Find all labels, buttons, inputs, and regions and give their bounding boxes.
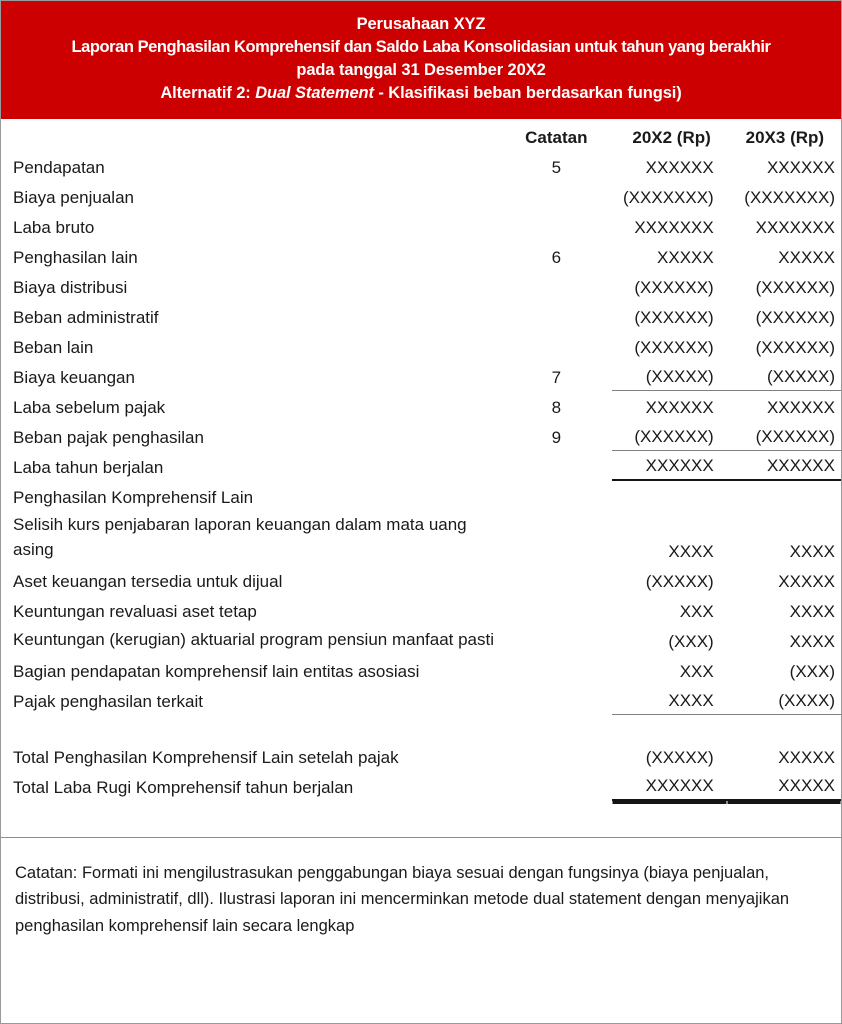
alternative-prefix: Alternatif 2: — [160, 84, 251, 103]
row-value-year2: XXXXXX — [727, 451, 841, 481]
row-value-year1: XXXXX — [657, 247, 714, 267]
total-label: Laba Rugi Komprehensif tahun berjalan — [53, 777, 354, 797]
row-value-year2: (XXXXXX) — [755, 337, 835, 357]
table-row — [1, 301, 841, 331]
table-row — [1, 595, 841, 625]
row-label: Biaya distribusi — [13, 277, 128, 297]
table-header-row — [1, 119, 841, 151]
header-cell-note: Catatan — [525, 127, 588, 147]
row-value-year2: XXXXX — [778, 247, 835, 267]
row-value-year2: XXXXX — [778, 747, 835, 767]
alternative-suffix: - Klasifikasi beban berdasarkan fungsi) — [378, 84, 682, 103]
row-note — [500, 331, 612, 361]
table-row — [1, 655, 841, 685]
header-cell-label — [1, 119, 500, 151]
row-note — [500, 181, 612, 211]
spacer-cell — [1, 715, 841, 741]
row-note — [500, 211, 612, 241]
row-label: Pendapatan — [13, 157, 105, 177]
statement-alternative-line — [23, 82, 819, 105]
row-label: Selisih kurs penjabaran laporan keuangan dalam mata uang asing — [13, 515, 467, 559]
row-note — [500, 771, 612, 801]
row-label: Pajak penghasilan terkait — [13, 691, 203, 711]
row-value-year1: (XXXXXX) — [634, 337, 714, 357]
row-value-year1: XXXXXX — [645, 397, 714, 417]
row-value-year1: (XXXXXX) — [634, 277, 714, 297]
header-cell-year1: 20X2 (Rp) — [632, 127, 711, 147]
row-value-year2: (XXXXXX) — [755, 307, 835, 327]
row-label: Beban pajak penghasilan — [13, 427, 204, 447]
row-note — [500, 271, 612, 301]
total-prefix-and-label — [1, 775, 500, 801]
row-value-year1: XXX — [679, 661, 714, 681]
row-note — [500, 685, 612, 715]
row-label: Beban lain — [13, 337, 94, 357]
row-value-year2: XXXXX — [727, 771, 841, 801]
row-value-year2: (XXXXX) — [727, 361, 841, 391]
row-label: Laba bruto — [13, 217, 95, 237]
table-row — [1, 421, 841, 451]
table-row — [1, 391, 841, 421]
row-value-year1: (XXXXX) — [645, 747, 714, 767]
statement-period-line: pada tanggal 31 Desember 20X2 — [296, 61, 546, 80]
row-label: Laba sebelum pajak — [13, 397, 166, 417]
row-label: Biaya keuangan — [13, 367, 135, 387]
row-note: 6 — [551, 247, 562, 267]
table-row — [1, 331, 841, 361]
row-label: Penghasilan lain — [13, 247, 138, 267]
row-label: Keuntungan (kerugian) aktuarial program pensiun manfaat pasti — [13, 629, 495, 649]
row-note: 9 — [551, 427, 562, 447]
row-note — [500, 451, 612, 481]
header-cell-year2: 20X3 (Rp) — [745, 127, 825, 147]
row-value-year1: (XXXXXXX) — [623, 187, 714, 207]
row-label: Keuntungan revaluasi aset tetap — [13, 601, 257, 621]
row-value-year1: (XXXXXX) — [634, 307, 714, 327]
row-value-year2: XXXXXXX — [755, 217, 835, 237]
table-row — [1, 181, 841, 211]
row-value-year1: XXXXXX — [612, 771, 726, 801]
row-note: 5 — [551, 157, 562, 177]
row-value-year1: XXXXXX — [645, 157, 714, 177]
row-note: 8 — [551, 397, 562, 417]
row-value-year2: (XXXXXXX) — [744, 187, 835, 207]
row-value-year1: (XXXXX) — [645, 571, 714, 591]
total-prefix: Total — [13, 747, 49, 767]
row-label: Laba tahun berjalan — [13, 457, 164, 477]
alternative-italic-term: Dual Statement — [255, 84, 374, 103]
row-value-year1: XXXXXX — [612, 451, 726, 481]
row-note — [500, 655, 612, 685]
table-row — [1, 271, 841, 301]
table-row — [1, 361, 841, 391]
table-row — [1, 211, 841, 241]
table-row-total-comprehensive-income — [1, 771, 841, 801]
statement-title-line: Laporan Penghasilan Komprehensif dan Saldo Laba Konsolidasian untuk tahun yang berakhir — [71, 38, 771, 57]
row-label: Beban administratif — [13, 307, 159, 327]
row-value-year2: (XXXXXX) — [755, 277, 835, 297]
row-value-year2: XXXX — [789, 601, 835, 621]
row-label — [1, 741, 500, 771]
oci-section-heading-row — [1, 481, 841, 511]
row-note — [500, 565, 612, 595]
income-statement-table — [1, 119, 841, 800]
footnote-top-gap — [1, 801, 841, 837]
footnote-text: Catatan: Formati ini mengilustrasukan penggabungan biaya sesuai dengan fungsinya (biaya penjualan, distribusi, administratif, dll). Ilustrasi laporan ini mencerminkan metode dual statement dengan menyajikan penghasilan komprehensif lain secara lengkap — [15, 863, 790, 936]
row-note — [500, 511, 612, 565]
company-name: Perusahaan XYZ — [356, 15, 486, 33]
row-value-year2: XXXXXX — [766, 157, 835, 177]
row-note — [500, 741, 612, 771]
row-note — [500, 625, 612, 655]
row-value-year2: (XXX) — [789, 661, 835, 681]
row-value-year2: (XXXX) — [727, 685, 841, 715]
table-row — [1, 565, 841, 595]
spacer-row — [1, 715, 841, 741]
row-value-year1: (XXX) — [668, 631, 714, 651]
row-value-year1: XXX — [679, 601, 714, 621]
table-row — [1, 685, 841, 715]
table-row — [1, 625, 841, 655]
row-value-year2: XXXX — [789, 541, 835, 561]
row-label: Biaya penjualan — [13, 187, 134, 207]
row-value-year2: (XXXXXX) — [727, 421, 841, 451]
row-note: 7 — [551, 367, 562, 387]
total-label: Penghasilan Komprehensif Lain setelah pajak — [53, 747, 399, 767]
row-value-year1: XXXX — [612, 685, 726, 715]
total-prefix-and-label — [1, 745, 500, 771]
row-note — [500, 301, 612, 331]
row-value-year2: XXXXXX — [766, 397, 835, 417]
table-row — [1, 511, 841, 565]
statement-title-banner — [1, 1, 841, 119]
oci-section-heading: Penghasilan Komprehensif Lain — [13, 487, 254, 507]
row-value-year1: XXXX — [668, 541, 714, 561]
row-value-year1: (XXXXX) — [612, 361, 726, 391]
row-label: Aset keuangan tersedia untuk dijual — [13, 571, 283, 591]
row-label: Bagian pendapatan komprehensif lain entitas asosiasi — [13, 661, 420, 681]
table-row — [1, 241, 841, 271]
table-row — [1, 151, 841, 181]
row-value-year1: (XXXXXX) — [612, 421, 726, 451]
row-value-year1: XXXXXXX — [634, 217, 714, 237]
row-label — [1, 771, 500, 801]
row-value-year2: XXXX — [789, 631, 835, 651]
total-prefix: Total — [13, 777, 49, 797]
row-note — [500, 595, 612, 625]
table-row-profit-for-year — [1, 451, 841, 481]
row-value-year2: XXXXX — [778, 571, 835, 591]
table-row-total-oci — [1, 741, 841, 771]
